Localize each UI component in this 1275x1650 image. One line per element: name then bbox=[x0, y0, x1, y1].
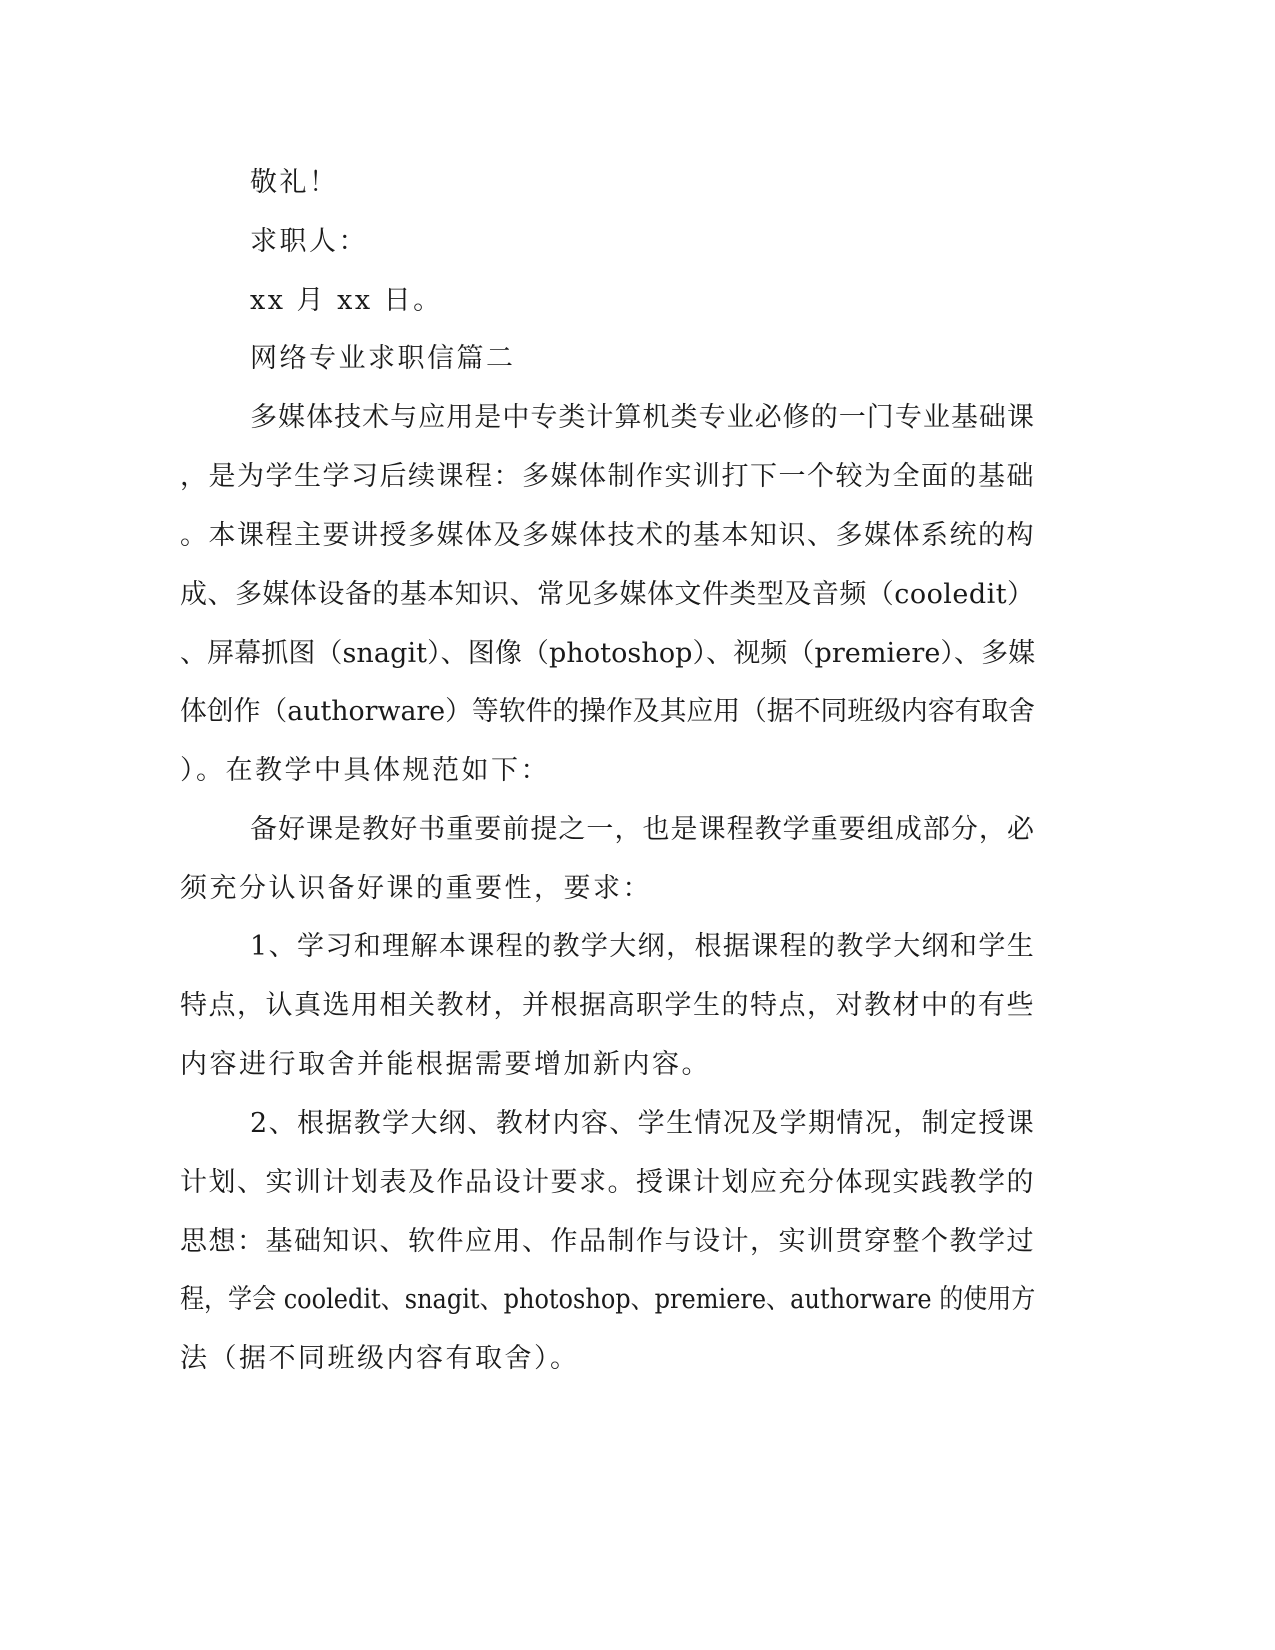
date-line: xx 月 xx 日。 bbox=[250, 285, 443, 316]
section-heading: 网络专业求职信篇二 bbox=[250, 343, 516, 374]
paragraph-line: 须充分认识备好课的重要性，要求： bbox=[180, 873, 652, 904]
list-item-line: 计划、实训计划表及作品设计要求。授课计划应充分体现实践教学的 bbox=[180, 1167, 1035, 1198]
list-item-line: 内容进行取舍并能根据需要增加新内容。 bbox=[180, 1049, 711, 1080]
paragraph-line: 。本课程主要讲授多媒体及多媒体技术的基本知识、多媒体系统的构 bbox=[180, 520, 1035, 551]
paragraph-line: ，是为学生学习后续课程：多媒体制作实训打下一个较为全面的基础 bbox=[180, 461, 1035, 492]
paragraph-line: 多媒体技术与应用是中专类计算机类专业必修的一门专业基础课 bbox=[250, 402, 1035, 433]
applicant-signature-line: 求职人： bbox=[250, 226, 368, 257]
closing-salutation: 敬礼！ bbox=[250, 167, 339, 198]
list-item-line: 特点，认真选用相关教材，并根据高职学生的特点，对教材中的有些 bbox=[180, 990, 1035, 1021]
paragraph-line: 体创作（authorware）等软件的操作及其应用（据不同班级内容有取舍 bbox=[180, 696, 1035, 727]
paragraph-line: ）。在教学中具体规范如下： bbox=[180, 755, 550, 786]
list-item-line: 1、学习和理解本课程的教学大纲，根据课程的教学大纲和学生 bbox=[250, 931, 1036, 962]
paragraph-line: 备好课是教好书重要前提之一，也是课程教学重要组成部分，必 bbox=[250, 814, 1035, 845]
list-item-line: 法（据不同班级内容有取舍）。 bbox=[180, 1343, 580, 1374]
list-item-line: 程，学会 cooledit、snagit、photoshop、premiere、authorware 的使用方 bbox=[180, 1284, 1036, 1315]
paragraph-line: 、屏幕抓图（snagit）、图像（photoshop）、视频（premiere）、多媒 bbox=[180, 638, 1036, 669]
list-item-line: 2、根据教学大纲、教材内容、学生情况及学期情况，制定授课 bbox=[250, 1108, 1036, 1139]
list-item-line: 思想：基础知识、软件应用、作品制作与设计，实训贯穿整个教学过 bbox=[180, 1226, 1035, 1257]
paragraph-line: 成、多媒体设备的基本知识、常见多媒体文件类型及音频（cooledit） bbox=[180, 579, 1035, 610]
